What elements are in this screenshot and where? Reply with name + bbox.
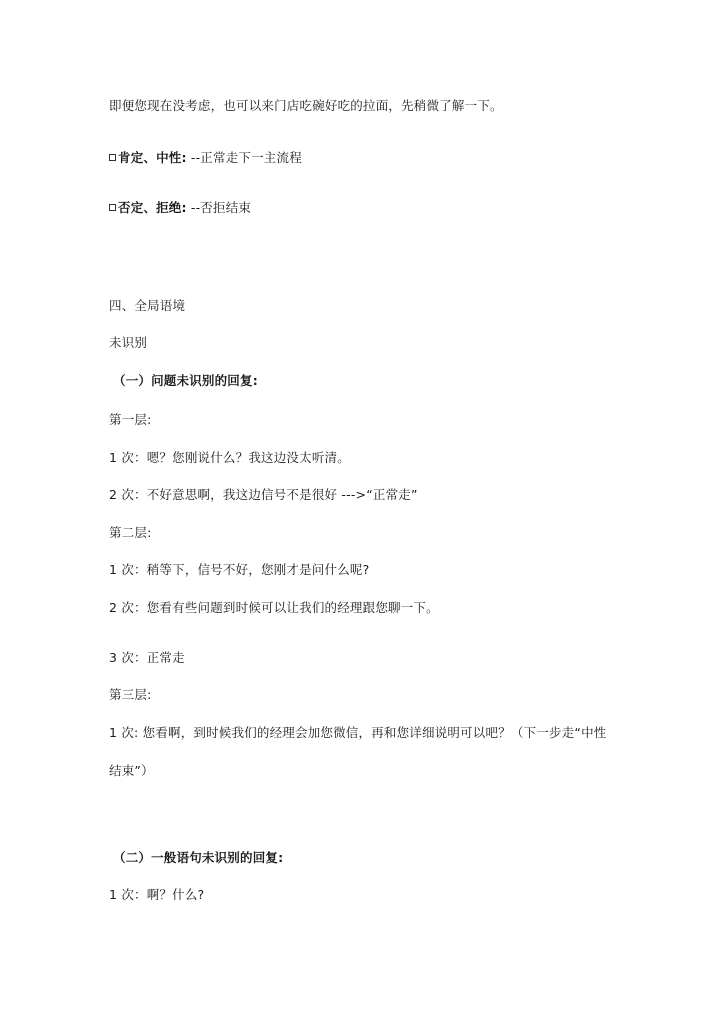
reply-line-continued: 结束”）: [109, 763, 154, 778]
reply-line: 2 次：您看有些问题到时候可以让我们的经理跟您聊一下。: [109, 600, 439, 615]
reply-line: 1 次：嗯？您刚说什么？我这边没太听清。: [109, 450, 350, 465]
reply-line: 1 次：稍等下，信号不好，您刚才是问什么呢?: [109, 562, 370, 577]
reply-line: 3 次：正常走: [109, 650, 185, 665]
reply-line: 2 次：不好意思啊，我这边信号不是很好 --->“正常走”: [109, 487, 418, 502]
subheading-general-unrecognized: （二）一般语句未识别的回复:: [113, 850, 284, 865]
paragraph-intro: 即便您现在没考虑，也可以来门店吃碗好吃的拉面，先稍微了解一下。: [109, 98, 503, 113]
subsection-label: 未识别: [109, 335, 148, 350]
option-action: --正常走下一主流程: [186, 150, 302, 165]
reply-line: 1 次: 您看啊，到时候我们的经理会加您微信，再和您详细说明可以吧？（下一步走“中性: [109, 725, 607, 740]
checkbox-icon: [109, 204, 116, 211]
subheading-question-unrecognized: （一）问题未识别的回复:: [113, 373, 258, 388]
option-action: --否拒结束: [186, 200, 252, 215]
reply-line: 1 次：啊？什么?: [109, 887, 205, 902]
option-label: 肯定、中性:: [118, 150, 187, 165]
layer-label: 第三层:: [109, 687, 152, 702]
checkbox-icon: [109, 154, 116, 161]
option-label: 否定、拒绝:: [118, 200, 187, 215]
section-heading: 四、全局语境: [109, 298, 186, 313]
option-negative: [109, 200, 251, 216]
layer-label: 第二层:: [109, 525, 152, 540]
option-affirmative: [109, 150, 302, 166]
layer-label: 第一层:: [109, 412, 152, 427]
